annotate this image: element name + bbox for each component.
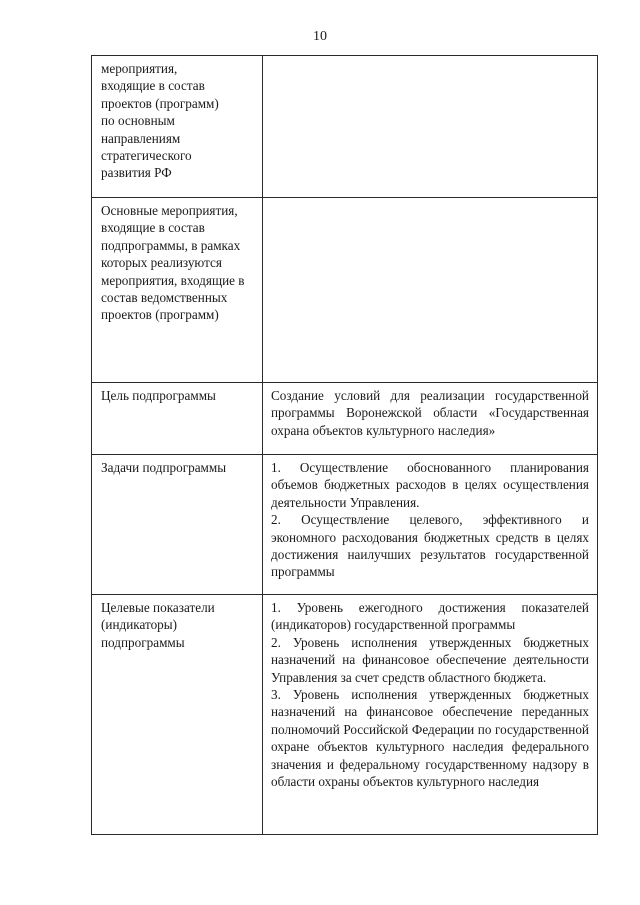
- value-paragraph: 1. Уровень ежегодного достижения показателей (индикаторов) государственной программы: [271, 600, 589, 633]
- row-label: [92, 455, 263, 595]
- table-row: [92, 198, 598, 383]
- row-label: [92, 383, 263, 455]
- row-label-text: Основные мероприятия, входящие в состав подпрограммы, в рамках которых реализуются мероприятия, входящие в состав ведомственных проектов (программ): [101, 203, 245, 323]
- value-paragraph: 2. Осуществление целевого, эффективного и экономного расходования бюджетных средств в целях достижения наилучших результатов государственной программы: [271, 512, 589, 580]
- value-paragraph: 2. Уровень исполнения утвержденных бюджетных назначений на финансовое обеспечение деятельности Управления за счет средств областного бюджета.: [271, 634, 589, 685]
- table-row: [92, 595, 598, 835]
- table-row: [92, 455, 598, 595]
- row-value: [263, 56, 598, 198]
- table-row: [92, 383, 598, 455]
- row-label: [92, 56, 263, 198]
- row-label-text: мероприятия, входящие в состав проектов (программ) по основным направлениям стратегического развития РФ: [101, 61, 219, 181]
- table-row: [92, 56, 598, 198]
- row-value: [263, 383, 598, 455]
- value-paragraph: 1. Осуществление обоснованного планирования объемов бюджетных расходов в целях осуществления деятельности Управления.: [271, 460, 589, 510]
- row-label: [92, 198, 263, 383]
- value-paragraph: 3. Уровень исполнения утвержденных бюджетных назначений на финансовое обеспечение переданных полномочий Российской Федерации по государственной охране объектов культурного наследия федерального значения и федеральному государственному надзору в области охраны объектов культурного наследия: [271, 687, 589, 790]
- value-paragraph: Создание условий для реализации государственной программы Воронежской области «Государственная охрана объектов культурного наследия»: [271, 388, 589, 438]
- row-label-text: Задачи подпрограммы: [101, 460, 227, 475]
- row-value: [263, 455, 598, 595]
- page-number: 10: [313, 29, 327, 44]
- passport-table: [91, 55, 598, 835]
- row-label-text: Целевые показатели (индикаторы) подпрограммы: [101, 600, 215, 650]
- row-value: [263, 595, 598, 835]
- row-value: [263, 198, 598, 383]
- row-label: [92, 595, 263, 835]
- row-label-text: Цель подпрограммы: [101, 388, 216, 403]
